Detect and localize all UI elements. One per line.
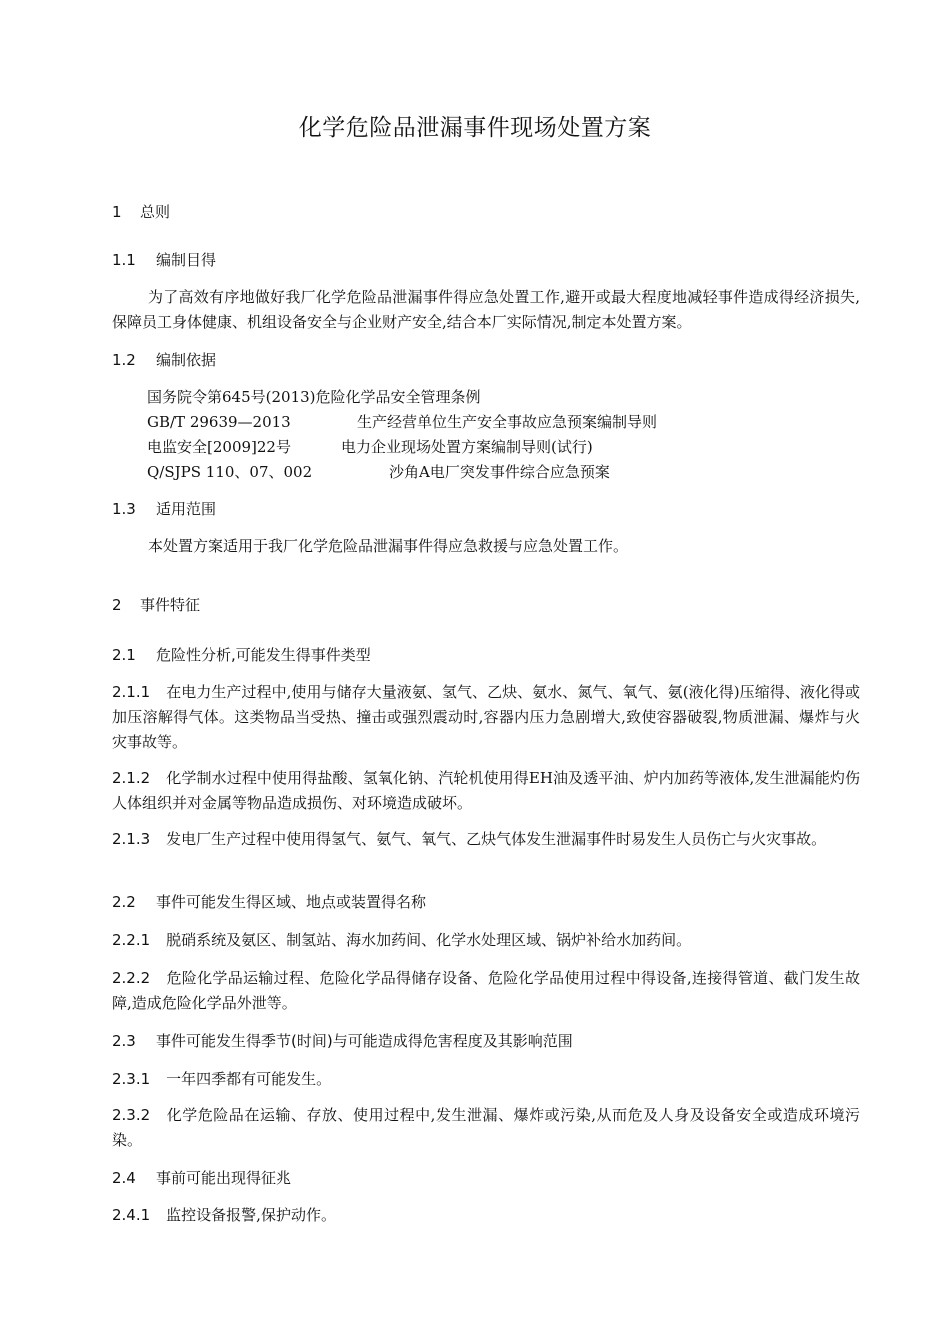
section-heading-2-4: [112, 1167, 291, 1189]
section-number: 1: [112, 203, 122, 221]
reference-code: Q/SJPS 110、07、002: [147, 463, 313, 481]
paragraph-text: 危险化学品运输过程、危险化学品得储存设备、危险化学品使用过程中得设备,连接得管道、截门发生故障,造成危险化学品外泄等。: [112, 969, 860, 1012]
paragraph-number: 2.4.1: [112, 1206, 151, 1224]
numbered-paragraph: [112, 1203, 860, 1228]
paragraph-text: 发电厂生产过程中使用得氢气、氨气、氧气、乙炔气体发生泄漏事件时易发生人员伤亡与火灾事故。: [166, 830, 827, 848]
paragraph-text: 在电力生产过程中,使用与储存大量液氨、氢气、乙炔、氨水、氮气、氧气、氨(液化得)压缩得、液化得或加压溶解得气体。这类物品当受热、撞击或强烈震动时,容器内压力急剧增大,致使容器破裂,物质泄漏、爆炸与火灾事故等。: [112, 683, 860, 751]
section-heading-2-2: [112, 891, 426, 913]
paragraph-text: 化学制水过程中使用得盐酸、氢氧化钠、汽轮机使用得EH油及透平油、炉内加药等液体,发生泄漏能灼伤人体组织并对金属等物品造成损伤、对环境造成破坏。: [112, 769, 860, 812]
section-number: 1.3: [112, 500, 136, 518]
reference-line: [147, 411, 657, 433]
section-title: 事件可能发生得季节(时间)与可能造成得危害程度及其影响范围: [156, 1032, 573, 1050]
numbered-paragraph: [112, 827, 860, 852]
section-heading-1-1: [112, 249, 216, 271]
paragraph-number: 2.2.2: [112, 969, 151, 987]
section-number: 2.2: [112, 893, 136, 911]
section-title: 事前可能出现得征兆: [156, 1169, 292, 1187]
section-heading-1: [112, 201, 170, 223]
section-title: 危险性分析,可能发生得事件类型: [156, 646, 371, 664]
section-heading-2: [112, 594, 200, 616]
numbered-paragraph: [112, 966, 860, 1016]
reference-name: 生产经营单位生产安全事故应急预案编制导则: [357, 413, 658, 431]
document-title: 化学危险品泄漏事件现场处置方案: [298, 115, 652, 141]
reference-line: [147, 386, 481, 408]
section-title: 总则: [140, 203, 171, 221]
paragraph-scope: 本处置方案适用于我厂化学危险品泄漏事件得应急救援与应急处置工作。: [148, 537, 629, 555]
paragraph-number: 2.3.1: [112, 1070, 151, 1088]
paragraph-text: 监控设备报警,保护动作。: [166, 1206, 336, 1224]
numbered-paragraph: [112, 1067, 860, 1092]
paragraph-number: 2.3.2: [112, 1106, 151, 1124]
section-number: 1.1: [112, 251, 136, 269]
paragraph-number: 2.1.1: [112, 683, 151, 701]
paragraph-number: 2.2.1: [112, 931, 151, 949]
reference-line: [147, 436, 593, 458]
paragraph-text: 脱硝系统及氨区、制氢站、海水加药间、化学水处理区域、锅炉补给水加药间。: [166, 931, 692, 949]
section-number: 2.3: [112, 1032, 136, 1050]
paragraph-purpose: 为了高效有序地做好我厂化学危险品泄漏事件得应急处置工作,避开或最大程度地减轻事件造成得经济损失,保障员工身体健康、机组设备安全与企业财产安全,结合本厂实际情况,制定本处置方案。: [112, 288, 860, 331]
numbered-paragraph: [112, 928, 860, 953]
reference-code: GB/T 29639—2013: [147, 413, 291, 431]
section-heading-1-3: [112, 498, 216, 520]
reference-name: 沙角A电厂突发事件综合应急预案: [389, 463, 610, 481]
section-title: 事件可能发生得区域、地点或装置得名称: [156, 893, 427, 911]
numbered-paragraph: [112, 1103, 860, 1153]
reference-code: 国务院令第645号(2013)危险化学品安全管理条例: [147, 388, 481, 406]
reference-line: [147, 461, 610, 483]
section-title: 事件特征: [140, 596, 201, 614]
section-heading-2-1: [112, 644, 371, 666]
paragraph-number: 2.1.2: [112, 769, 151, 787]
section-title: 编制依据: [156, 351, 217, 369]
numbered-paragraph: [112, 680, 860, 755]
section-heading-2-3: [112, 1030, 573, 1052]
section-heading-1-2: [112, 349, 216, 371]
section-number: 1.2: [112, 351, 136, 369]
section-title: 编制目得: [156, 251, 217, 269]
paragraph-number: 2.1.3: [112, 830, 151, 848]
section-number: 2: [112, 596, 122, 614]
numbered-paragraph: [112, 766, 860, 816]
reference-code: 电监安全[2009]22号: [147, 438, 291, 456]
reference-name: 电力企业现场处置方案编制导则(试行): [341, 438, 593, 456]
section-number: 2.1: [112, 646, 136, 664]
section-title: 适用范围: [156, 500, 217, 518]
paragraph-text: 一年四季都有可能发生。: [166, 1070, 332, 1088]
paragraph-text: 化学危险品在运输、存放、使用过程中,发生泄漏、爆炸或污染,从而危及人身及设备安全或造成环境污染。: [112, 1106, 860, 1149]
section-number: 2.4: [112, 1169, 136, 1187]
